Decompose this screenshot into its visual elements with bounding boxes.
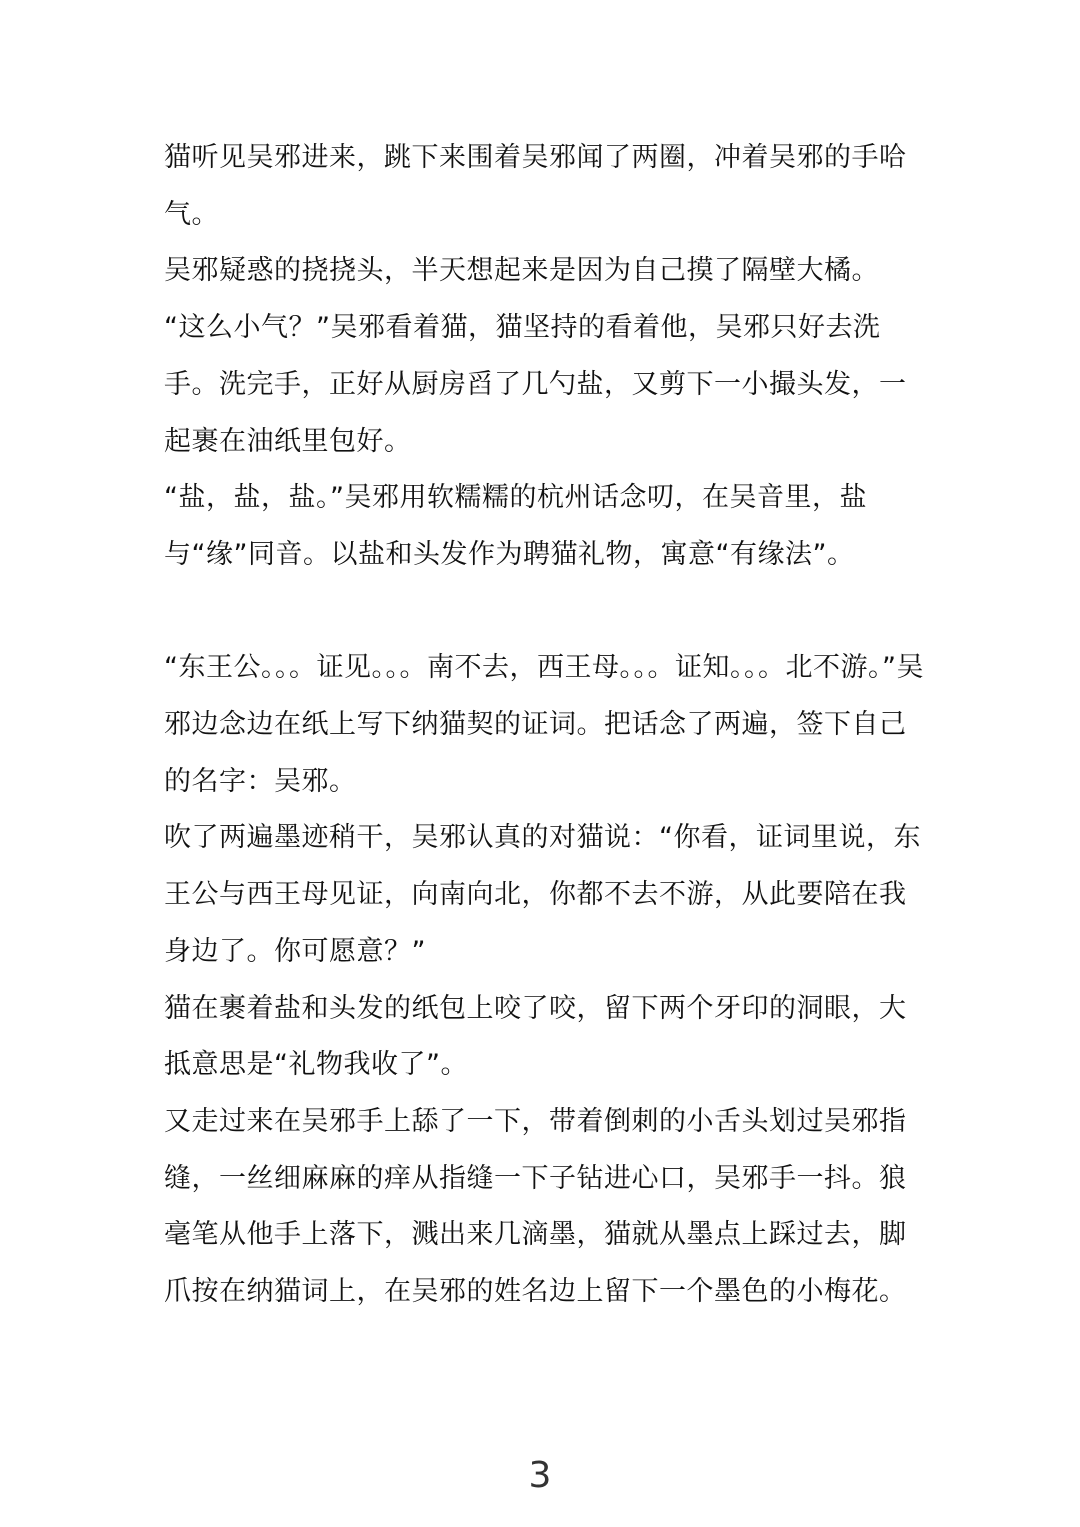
paragraph: “这么小气？”吴邪看着猫，猫坚持的看着他，吴邪只好去洗手。洗完手，正好从厨房舀了几勺盐，又剪下一小撮头发，一起裹在油纸里包好。: [164, 312, 907, 457]
paragraph: 吹了两遍墨迹稍干，吴邪认真的对猫说：“你看，证词里说，东王公与西王母见证，向南向北，你都不去不游，从此要陪在我身边了。你可愿意？”: [164, 822, 921, 967]
page-number: 3: [528, 1455, 552, 1496]
body-text: [164, 130, 924, 1321]
paragraph: 吴邪疑惑的挠挠头，半天想起来是因为自己摸了隔壁大橘。: [164, 255, 879, 287]
paragraph: “东王公。。。证见。。。南不去，西王母。。。证知。。。北不游。”吴邪边念边在纸上写下纳猫契的证词。把话念了两遍，签下自己的名字：吴邪。: [164, 652, 924, 797]
section-break: [164, 584, 924, 641]
paragraph: 猫在裹着盐和头发的纸包上咬了咬，留下两个牙印的洞眼，大抵意思是“礼物我收了”。: [164, 992, 907, 1081]
paragraph: 猫听见吴邪进来，跳下来围着吴邪闻了两圈，冲着吴邪的手哈气。: [164, 142, 907, 230]
paragraph: 又走过来在吴邪手上舔了一下，带着倒刺的小舌头划过吴邪指缝，一丝细麻麻的痒从指缝一下子钻进心口，吴邪手一抖。狼毫笔从他手上落下，溅出来几滴墨，猫就从墨点上踩过去，脚爪按在纳猫词上，在吴邪的姓名边上留下一个墨色的小梅花。: [164, 1105, 907, 1308]
paragraph: “盐，盐，盐。”吴邪用软糯糯的杭州话念叨，在吴音里，盐与“缘”同音。以盐和头发作为聘猫礼物，寓意“有缘法”。: [164, 482, 867, 570]
